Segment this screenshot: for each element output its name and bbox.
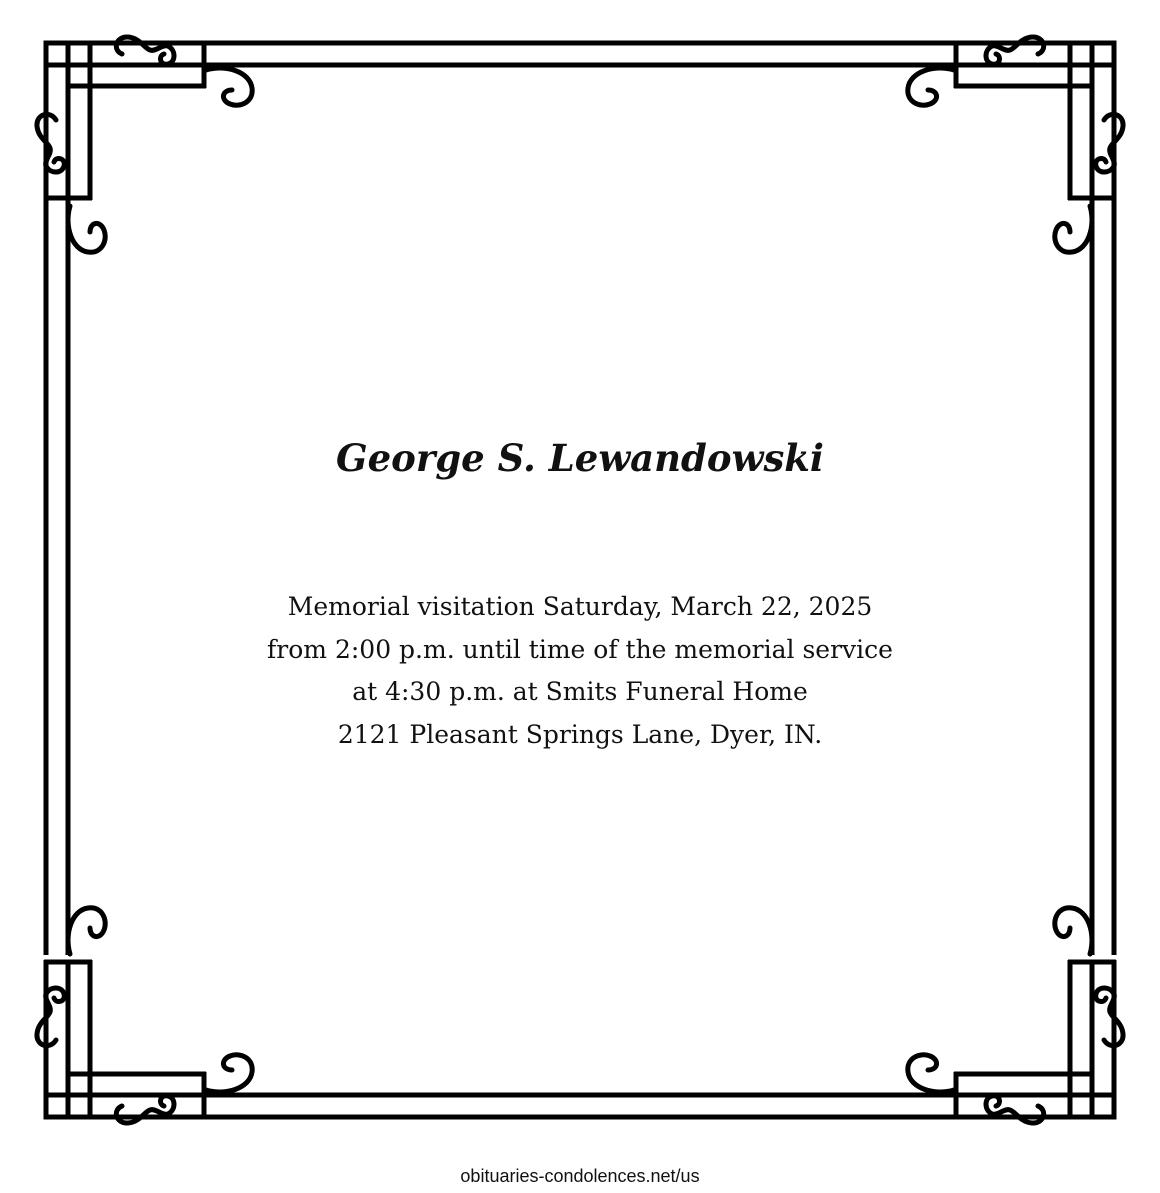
details-line: 2121 Pleasant Springs Lane, Dyer, IN. (337, 719, 823, 749)
deceased-name: George S. Lewandowski (336, 436, 824, 480)
corner-ornament-bottom-right (908, 908, 1123, 1123)
corner-ornament-top-left (37, 37, 252, 252)
footer-site-link[interactable]: obituaries-condolences.net/us (460, 1166, 700, 1186)
corner-ornament-top-right (908, 37, 1123, 252)
details-line: at 4:30 p.m. at Smits Funeral Home (352, 677, 808, 706)
memorial-details (0, 586, 1160, 756)
details-line: Memorial visitation Saturday, March 22, 2025 (287, 592, 873, 621)
details-line: from 2:00 p.m. until time of the memorial service (267, 634, 893, 664)
corner-ornament-bottom-left (37, 908, 252, 1123)
